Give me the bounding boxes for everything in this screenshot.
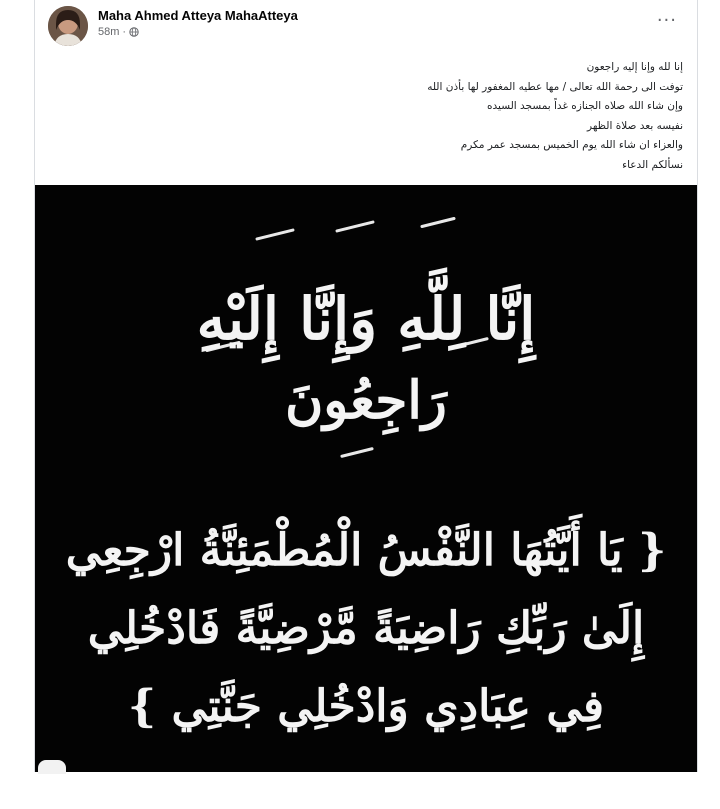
post-text-line: والعزاء ان شاء الله يوم الخميس بمسجد عمر مكرم [460, 139, 683, 151]
more-options-button[interactable]: ··· [656, 10, 677, 31]
avatar[interactable] [48, 6, 88, 46]
calligraphy-stroke [420, 217, 456, 229]
post-card [34, 0, 698, 772]
calligraphy-line-2: رَاجِعُونَ [285, 370, 447, 431]
post-image[interactable] [35, 185, 697, 772]
post-text-line: توفت الى رحمة الله تعالى / مها عطيه المغفور لها بأذن الله [427, 80, 683, 93]
verse-line-2: إِلَىٰ رَبِّكِ رَاضِيَةً مَّرْضِيَّةً فَادْخُلِي [87, 603, 645, 654]
post-time[interactable]: 58m [98, 26, 120, 38]
post-text-line: إنا لله وإنا إليه راجعون [586, 61, 683, 73]
reaction-thumb-icon[interactable] [38, 760, 66, 774]
post-text [103, 58, 683, 175]
meta-separator: · [122, 26, 127, 38]
calligraphy-stroke [340, 447, 374, 458]
post-header [35, 0, 697, 52]
post-meta [98, 26, 139, 38]
calligraphy-stroke [335, 220, 375, 233]
verse-line-1: { يَا أَيَّتُهَا النَّفْسُ الْمُطْمَئِنَّةُ ارْجِعِي [65, 525, 667, 576]
post-text-line: نفيسه بعد صلاة الظهر [587, 119, 683, 132]
verse-line-3: فِي عِبَادِي وَادْخُلِي جَنَّتِي } [127, 681, 605, 732]
calligraphy-line-1: إِنَّا لِلَّهِ وَإِنَّا إِلَيْهِ [196, 285, 536, 353]
globe-icon [129, 27, 139, 37]
author-name[interactable]: Maha Ahmed Atteya MahaAtteya [98, 8, 298, 23]
post-text-line: نسألكم الدعاء [622, 158, 683, 171]
post-text-line: وإن شاء الله صلاه الجنازه غداً بمسجد السيده [487, 100, 683, 112]
calligraphy-stroke [255, 228, 295, 241]
avatar-photo [48, 6, 88, 46]
